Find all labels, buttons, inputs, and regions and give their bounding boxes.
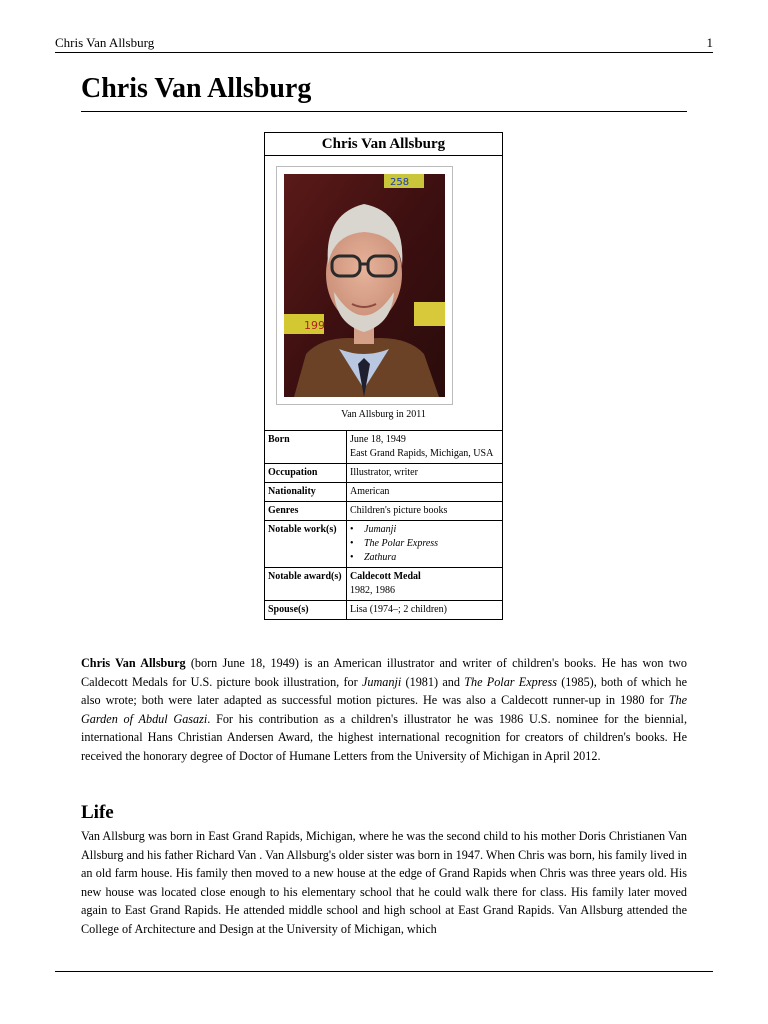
intro-link-jumanji[interactable]: Jumanji xyxy=(362,674,402,689)
intro-text-4: . For his contribution as a children's illustrator he was 1986 U.S. nominee for the biennial, international Hans Christian Andersen Award, the highest international recognition for creators of children's books. He received the honorary degree of Doctor of Humane Letters from the University of Michigan in April 2012. xyxy=(81,711,687,763)
portrait-photo xyxy=(284,174,445,397)
life-text: Van Allsburg was born in East Grand Rapids, Michigan, where he was the second child to his mother Doris Christianen Van Allsburg and his father Richard Van . Van Allsburg's older sister was born in 1947. When Chris was born, his family lived in an old farm house. His family then moved to a new house at the edge of Grand Rapids when Chris was three years old. His new house was located close enough to his elementary school that he could walk there for class. His family later moved again to East Grand Rapids. He attended middle school and high school at East Grand Rapids. Van Allsburg attended the College of Architecture and Design at the University of Michigan, which xyxy=(81,829,687,936)
nationality-label: Nationality xyxy=(265,483,347,501)
notable-work-item[interactable]: • Jumanji xyxy=(364,523,499,537)
running-header xyxy=(55,35,713,53)
genres-label: Genres xyxy=(265,502,347,520)
intro-subject-name: Chris Van Allsburg xyxy=(81,656,186,670)
notable-work-item[interactable]: • Zathura xyxy=(364,551,499,565)
infobox xyxy=(264,132,503,620)
occupation-value: Illustrator, writer xyxy=(350,467,418,478)
infobox-row-spouse xyxy=(265,601,502,619)
portrait-photo-frame[interactable] xyxy=(276,166,453,405)
photo-sign-199: 199 xyxy=(304,319,325,332)
photo-caption: Van Allsburg in 2011 xyxy=(341,409,426,420)
infobox-row-occupation xyxy=(265,464,502,483)
intro-text-2: (1981) and xyxy=(401,674,465,689)
spouse-value: Lisa (1974–; 2 children) xyxy=(350,604,447,615)
intro-link-polar-express[interactable]: The Polar Express xyxy=(464,674,557,689)
infobox-row-awards xyxy=(265,568,502,601)
genres-value[interactable]: Children's picture books xyxy=(350,505,448,516)
spouse-label: Spouse(s) xyxy=(265,601,347,619)
page-number: 1 xyxy=(706,35,713,50)
infobox-row-notable-works xyxy=(265,521,502,568)
infobox-row-genres xyxy=(265,502,502,521)
born-value xyxy=(347,431,502,463)
infobox-row-born xyxy=(265,431,502,464)
intro-link-garden[interactable]: The Garden of Abdul Gasazi xyxy=(81,693,687,726)
infobox-title: Chris Van Allsburg xyxy=(265,133,502,156)
life-paragraph xyxy=(81,827,687,938)
intro-text-3: (1985), both of which he also wrote; both were later adapted as successful motion pictures. He was also a Caldecott runner-up in 1980 for xyxy=(81,674,688,707)
born-label: Born xyxy=(265,431,347,463)
notable-works-list xyxy=(350,523,499,565)
notable-works-label: Notable work(s) xyxy=(265,521,347,567)
awards-value xyxy=(347,568,502,600)
page-title: Chris Van Allsburg xyxy=(81,71,687,112)
footer-rule xyxy=(55,971,713,972)
intro-paragraph xyxy=(81,654,687,765)
nationality-value: American xyxy=(350,486,390,497)
intro-text-1: (born June 18, 1949) is an American illustrator and writer of children's books. He has won two Caldecott Medals for U.S. picture book illustration, for xyxy=(81,656,687,689)
award-name[interactable]: Caldecott Medal xyxy=(350,571,421,582)
awards-label: Notable award(s) xyxy=(265,568,347,600)
section-heading-life: Life xyxy=(81,802,114,823)
notable-works-value xyxy=(347,521,502,567)
occupation-label: Occupation xyxy=(265,464,347,482)
born-date: June 18, 1949 xyxy=(350,434,406,445)
notable-work-item[interactable]: • The Polar Express xyxy=(364,537,499,551)
infobox-row-nationality xyxy=(265,483,502,502)
photo-sign-258: 258 xyxy=(390,177,410,188)
infobox-photo-area xyxy=(265,156,502,431)
running-title: Chris Van Allsburg xyxy=(55,35,155,50)
award-years: 1982, 1986 xyxy=(350,585,395,596)
born-place[interactable]: East Grand Rapids, Michigan, USA xyxy=(350,448,494,459)
